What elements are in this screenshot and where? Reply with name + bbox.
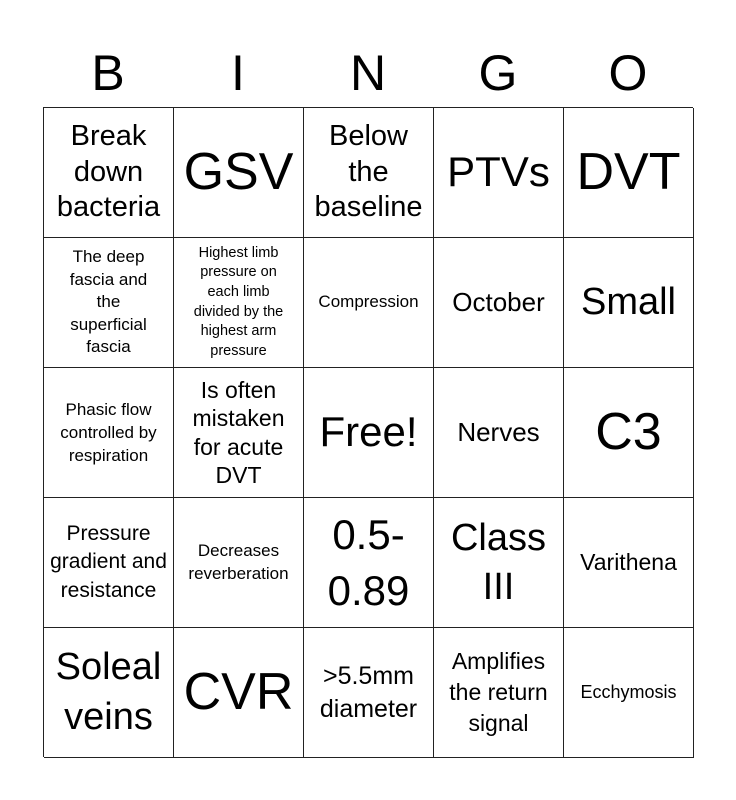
header-letter-b: B bbox=[91, 45, 125, 101]
cell-text: Decreases reverberation bbox=[188, 541, 289, 583]
header-letter-o: O bbox=[608, 45, 648, 101]
header-letter-i: I bbox=[231, 45, 245, 101]
cell-text: Break down bacteria bbox=[56, 120, 161, 224]
bingo-cell[interactable] bbox=[174, 368, 304, 498]
cell-text: PTVs bbox=[447, 148, 550, 196]
cell-text: CVR bbox=[183, 663, 294, 722]
bingo-header bbox=[43, 38, 693, 108]
header-letter-n: N bbox=[349, 45, 387, 101]
header-letter-g: G bbox=[478, 45, 518, 101]
cell-text: The deep fascia and the superficial fascia bbox=[69, 246, 148, 357]
cell-text: Soleal veins bbox=[55, 646, 162, 738]
cell-text: GSV bbox=[183, 143, 294, 202]
cell-text: Small bbox=[580, 280, 677, 323]
bingo-cell[interactable] bbox=[434, 368, 564, 498]
bingo-cell[interactable] bbox=[434, 628, 564, 758]
cell-text: Phasic flow controlled by respiration bbox=[60, 399, 157, 466]
bingo-cell[interactable] bbox=[44, 498, 174, 628]
bingo-cell[interactable] bbox=[174, 238, 304, 368]
bingo-cell[interactable] bbox=[304, 368, 434, 498]
bingo-cell[interactable] bbox=[434, 498, 564, 628]
bingo-cell[interactable] bbox=[174, 628, 304, 758]
cell-text: Amplifies the return signal bbox=[449, 647, 548, 737]
cell-text: Nerves bbox=[457, 417, 540, 448]
cell-text: Class III bbox=[450, 516, 547, 608]
bingo-cell[interactable] bbox=[304, 108, 434, 238]
bingo-board bbox=[43, 107, 693, 757]
cell-text: Varithena bbox=[580, 549, 677, 575]
cell-text: Highest limb pressure on each limb divided by the highest arm pressure bbox=[193, 244, 284, 359]
bingo-cell[interactable] bbox=[304, 628, 434, 758]
cell-text: Compression bbox=[318, 292, 419, 312]
bingo-cell[interactable] bbox=[434, 238, 564, 368]
bingo-cell[interactable] bbox=[564, 628, 694, 758]
cell-text: October bbox=[452, 287, 545, 318]
bingo-cell[interactable] bbox=[44, 108, 174, 238]
cell-text: Free! bbox=[319, 408, 418, 456]
cell-text: C3 bbox=[595, 403, 662, 462]
cell-text: DVT bbox=[576, 143, 681, 202]
bingo-cell[interactable] bbox=[434, 108, 564, 238]
bingo-cell[interactable] bbox=[564, 498, 694, 628]
cell-text: Is often mistaken for acute DVT bbox=[192, 377, 285, 488]
bingo-cell[interactable] bbox=[304, 238, 434, 368]
bingo-cell[interactable] bbox=[564, 238, 694, 368]
cell-text: Pressure gradient and resistance bbox=[50, 522, 167, 602]
cell-text: 0.5-0.89 bbox=[327, 511, 410, 614]
bingo-cell[interactable] bbox=[44, 628, 174, 758]
bingo-cell[interactable] bbox=[564, 368, 694, 498]
cell-text: Ecchymosis bbox=[580, 681, 677, 702]
bingo-cell[interactable] bbox=[564, 108, 694, 238]
bingo-cell[interactable] bbox=[44, 238, 174, 368]
cell-text: >5.5mm diameter bbox=[319, 661, 418, 723]
cell-text: Below the baseline bbox=[314, 120, 423, 224]
bingo-cell[interactable] bbox=[304, 498, 434, 628]
bingo-cell[interactable] bbox=[174, 108, 304, 238]
bingo-cell[interactable] bbox=[174, 498, 304, 628]
bingo-cell[interactable] bbox=[44, 368, 174, 498]
